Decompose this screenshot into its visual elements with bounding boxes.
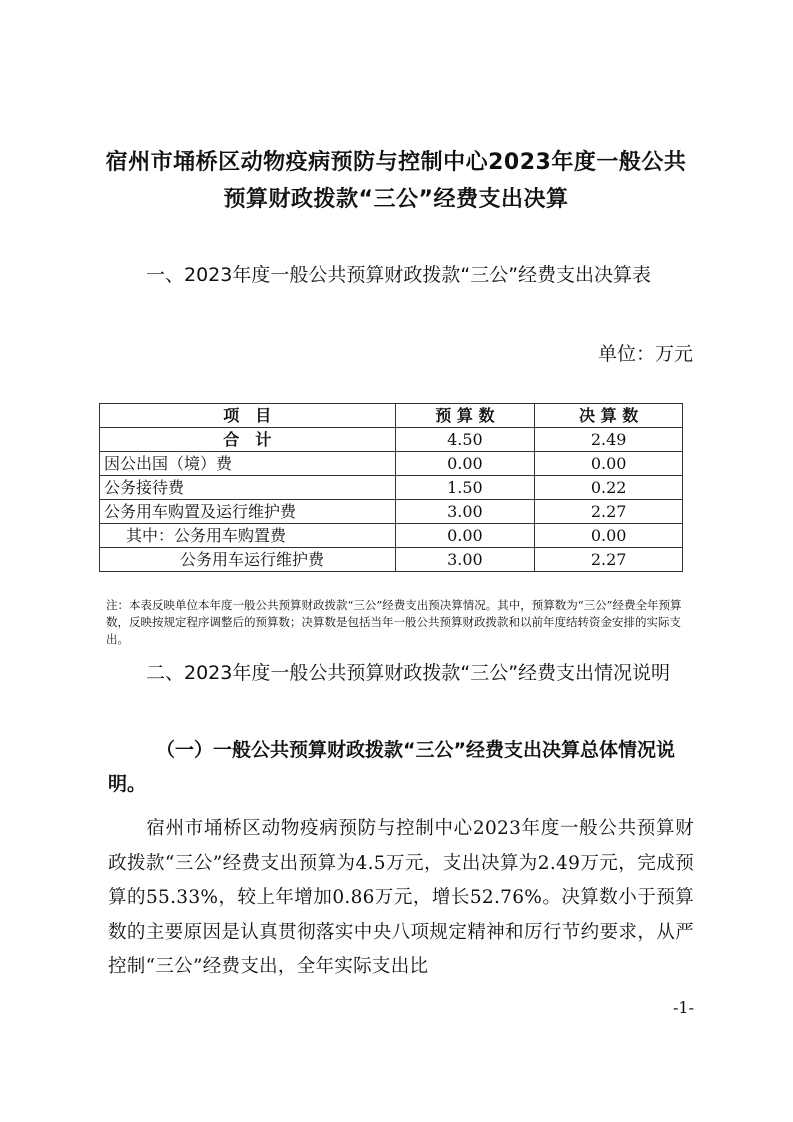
row-actual: 2.27 (535, 500, 683, 524)
row-budget: 3.00 (395, 548, 535, 572)
row-label: 公务用车运行维护费 (100, 548, 396, 572)
unit-label: 单位：万元 (597, 343, 693, 365)
row-budget: 1.50 (395, 476, 535, 500)
document-title: 宿州市埇桥区动物疫病预防与控制中心2023年度一般公共预算财政拨款“三公”经费支出决算 (105, 150, 687, 212)
row-budget: 4.50 (395, 428, 535, 452)
row-budget: 0.00 (395, 524, 535, 548)
section1-heading (108, 258, 692, 292)
table-row (100, 524, 683, 548)
page-number: -1- (673, 998, 694, 1017)
table-row-total (100, 428, 683, 452)
section2-heading-text: 二、2023年度一般公共预算财政拨款“三公”经费支出情况说明 (146, 662, 671, 684)
budget-table (99, 403, 683, 572)
row-label: 合 计 (100, 428, 396, 452)
table-row (100, 500, 683, 524)
row-label: 因公出国（境）费 (100, 452, 396, 476)
section2-heading (108, 656, 692, 690)
table-row (100, 548, 683, 572)
body-paragraph-text: 宿州市埇桥区动物疫病预防与控制中心2023年度一般公共预算财政拨款“三公”经费支出预算为4.5万元，支出决算为2.49万元，完成预算的55.33%，较上年增加0.86万元，增长52.76%。决算数小于预算数的主要原因是认真贯彻落实中央八项规定精神和厉行节约要求，从严控制“三公”经费支出，全年实际支出比 (108, 818, 694, 977)
row-budget: 0.00 (395, 452, 535, 476)
row-label: 其中：公务用车购置费 (100, 524, 396, 548)
row-actual: 2.27 (535, 548, 683, 572)
header-actual: 决 算 数 (535, 404, 683, 428)
row-label: 公务用车购置及运行维护费 (100, 500, 396, 524)
row-actual: 0.00 (535, 452, 683, 476)
row-actual: 0.00 (535, 524, 683, 548)
row-actual: 0.22 (535, 476, 683, 500)
row-label: 公务接待费 (100, 476, 396, 500)
row-budget: 3.00 (395, 500, 535, 524)
section1-heading-text: 一、2023年度一般公共预算财政拨款“三公”经费支出决算表 (146, 264, 652, 286)
table-note: 注：本表反映单位本年度一般公共预算财政拨款“三公”经费支出预决算情况。其中，预算数为“三公”经费全年预算数，反映按规定程序调整后的预算数；决算数是包括当年一般公共预算财政拨款和以前年度结转资金安排的实际支出。 (106, 598, 682, 646)
subsection1-heading (108, 733, 692, 801)
header-budget: 预 算 数 (395, 404, 535, 428)
subsection1-heading-text: （一）一般公共预算财政拨款“三公”经费支出决算总体情况说明。 (108, 739, 675, 795)
table-row (100, 476, 683, 500)
table-row (100, 452, 683, 476)
table-header-row (100, 404, 683, 428)
row-actual: 2.49 (535, 428, 683, 452)
body-paragraph (108, 812, 694, 985)
header-item: 项 目 (100, 404, 396, 428)
